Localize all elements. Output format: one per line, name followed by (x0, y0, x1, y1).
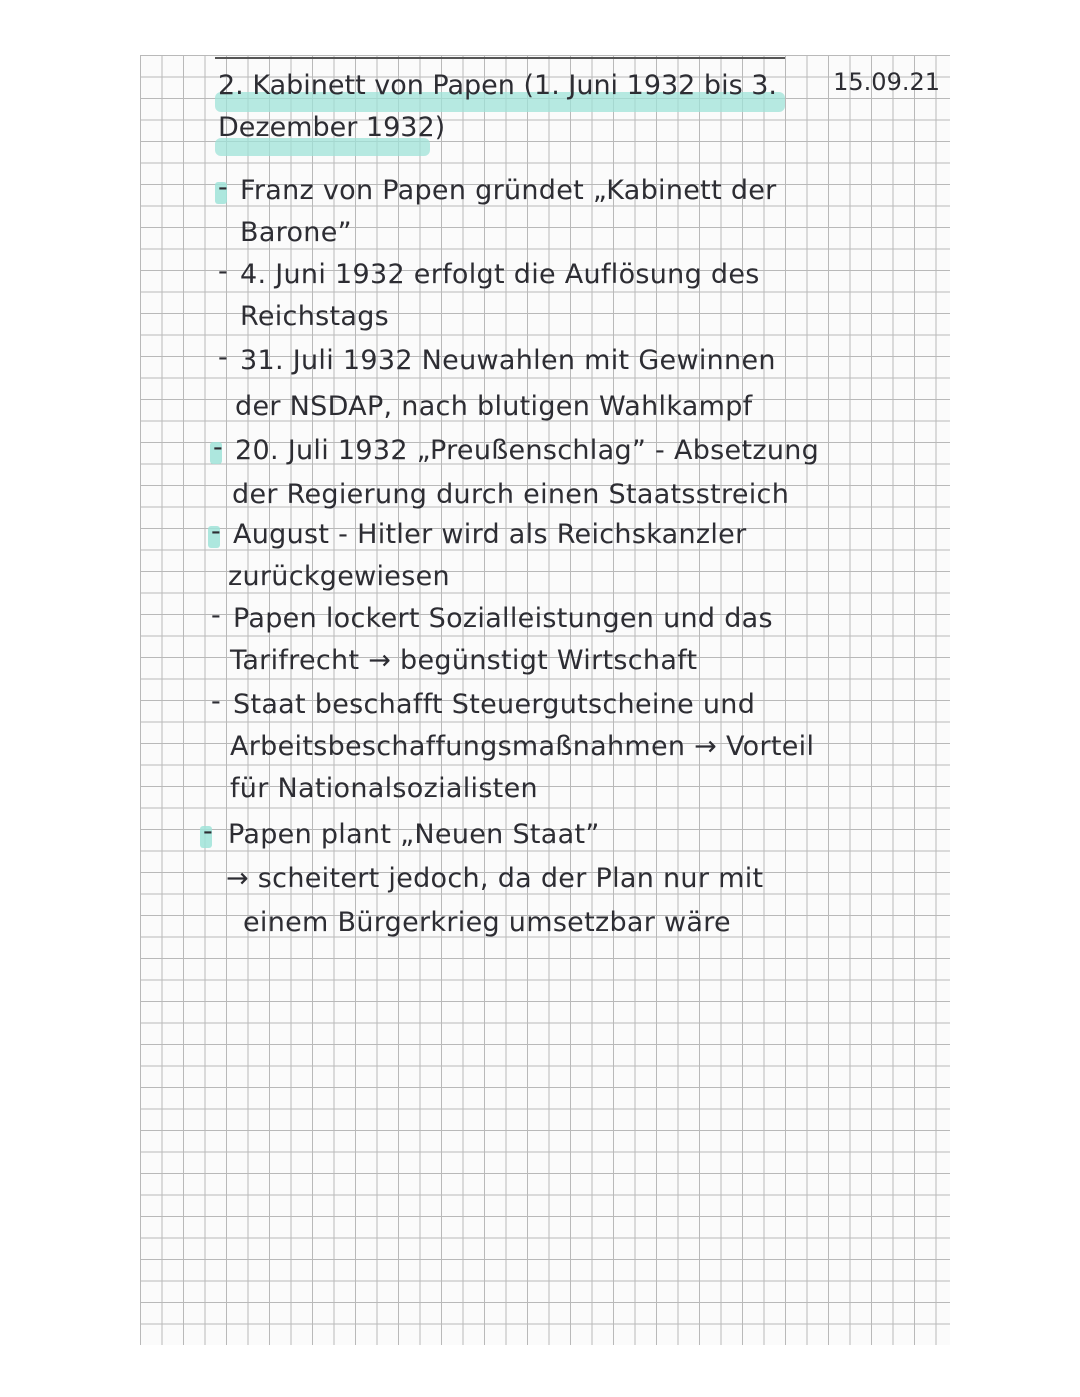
bullet-7-line-1: Staat beschafft Steuergutscheine und (233, 689, 756, 720)
bullet-dash: - (211, 686, 221, 717)
bullet-dash: - (218, 172, 228, 203)
bullet-2-line-1: 4. Juni 1932 erfolgt die Auflösung des (240, 259, 760, 290)
top-rule (215, 57, 785, 59)
bullet-dash: - (218, 256, 228, 287)
title-line-2: Dezember 1932) (218, 112, 446, 143)
bullet-8-line-2: → scheitert jedoch, da der Plan nur mit (226, 863, 764, 894)
bullet-6-line-1: Papen lockert Sozialleistungen und das (233, 603, 773, 634)
bullet-1-line-2: Barone” (240, 217, 352, 248)
bullet-7-line-3: für Nationalsozialisten (230, 773, 538, 804)
bullet-dash: - (211, 516, 221, 547)
bullet-5-line-1: August - Hitler wird als Reichskanzler (233, 519, 747, 550)
title-line-1: 2. Kabinett von Papen (1. Juni 1932 bis 3. (218, 70, 777, 101)
date: 15.09.21 (833, 68, 940, 96)
bullet-4-line-1: 20. Juli 1932 „Preußenschlag” - Absetzung (235, 435, 820, 466)
bullet-3-line-2: der NSDAP, nach blutigen Wahlkampf (235, 391, 753, 422)
bullet-5-line-2: zurückgewiesen (228, 561, 450, 592)
bullet-dash: - (203, 816, 213, 847)
bullet-4-line-2: der Regierung durch einen Staatsstreich (232, 479, 790, 510)
bullet-1-line-1: Franz von Papen gründet „Kabinett der (240, 175, 777, 206)
bullet-2-line-2: Reichstags (240, 301, 390, 332)
bullet-3-line-1: 31. Juli 1932 Neuwahlen mit Gewinnen (240, 345, 776, 376)
bullet-6-line-2: Tarifrecht → begünstigt Wirtschaft (230, 645, 698, 676)
bullet-8-line-3: einem Bürgerkrieg umsetzbar wäre (243, 907, 731, 938)
bullet-7-line-2: Arbeitsbeschaffungsmaßnahmen → Vorteil (230, 731, 815, 762)
bullet-8-line-1: Papen plant „Neuen Staat” (228, 819, 600, 850)
bullet-dash: - (218, 342, 228, 373)
bullet-dash: - (211, 600, 221, 631)
bullet-dash: - (213, 432, 223, 463)
